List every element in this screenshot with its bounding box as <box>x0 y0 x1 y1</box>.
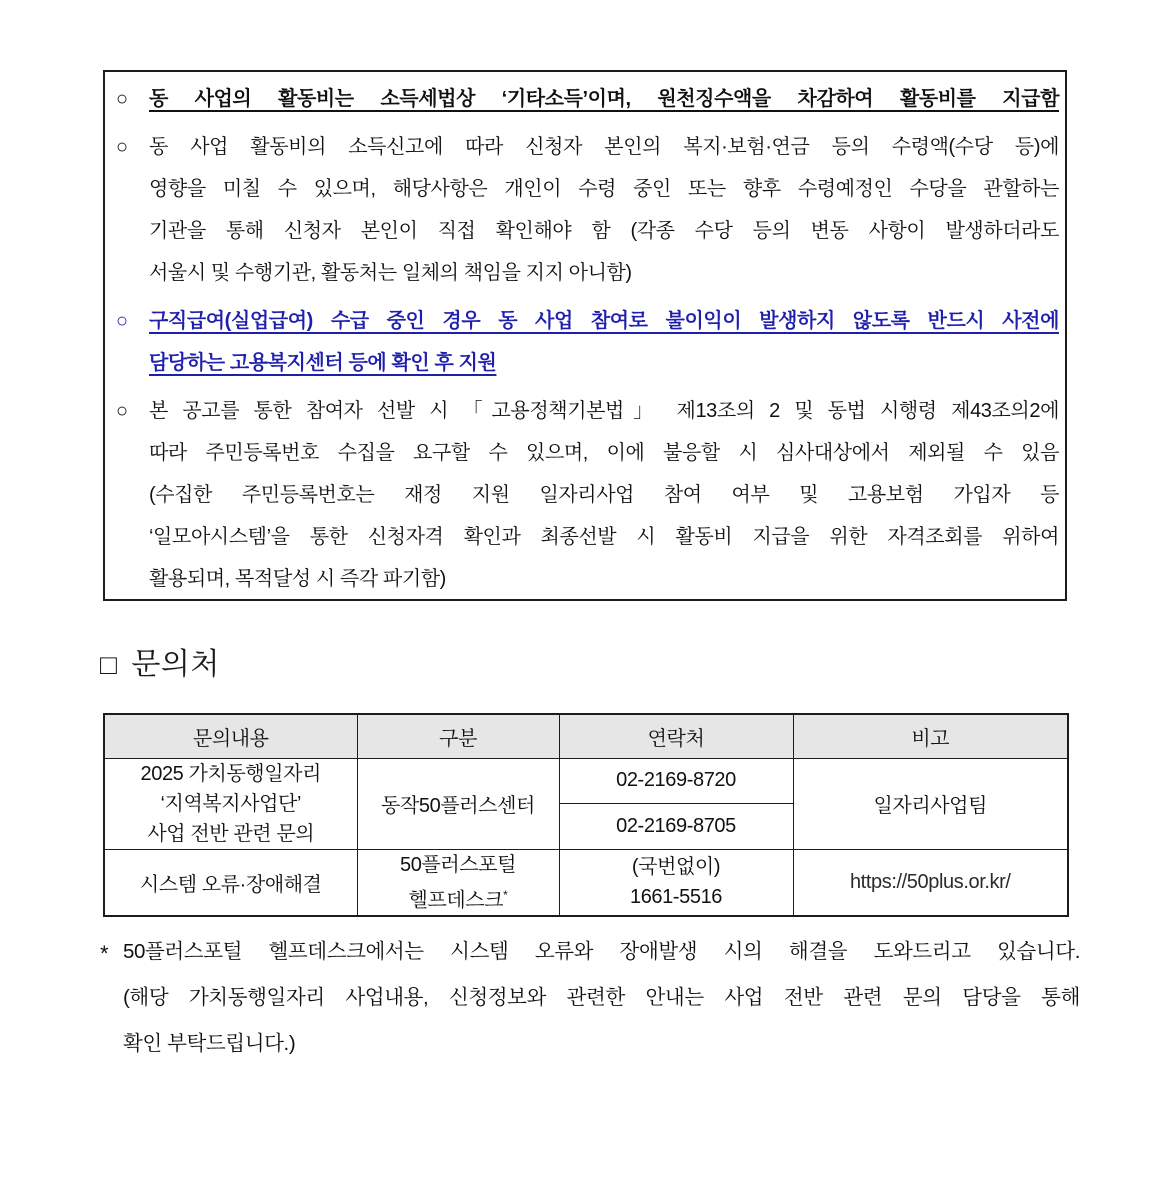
header-category: 구분 <box>357 714 559 758</box>
notice-line: 구직급여(실업급여) 수급 중인 경우 동 사업 참여로 불이익이 발생하지 않도록 반드시 사전에 <box>149 310 1059 332</box>
table-row-program <box>104 758 1068 804</box>
notice-item-income-report <box>116 126 1059 294</box>
cell-portal-url: https://50plus.or.kr/ <box>793 849 1068 916</box>
square-bullet-icon: □ <box>100 649 118 680</box>
circle-bullet-icon: ○ <box>116 310 129 332</box>
notice-line: 영향을 미칠 수 있으며, 해당사항은 개인이 수령 중인 또는 향후 수령예정인 수당을 관할하는 <box>149 178 1059 200</box>
cell-category-helpdesk <box>357 849 559 916</box>
footnote-mark: * <box>503 887 508 902</box>
cell-inquiry-system: 시스템 오류·장애해결 <box>104 849 357 916</box>
notice-line: 담당하는 고용복지센터 등에 확인 후 지원 <box>149 352 497 374</box>
cell-line: 2025 가치동행일자리 <box>140 762 321 785</box>
section-title: 문의처 <box>131 648 220 681</box>
cell-helpdesk-phone <box>559 849 793 916</box>
notice-line: 동 사업 활동비의 소득신고에 따라 신청자 본인의 복지·보험·연금 등의 수령액(수당 등)에 <box>149 136 1059 158</box>
cell-category-center: 동작50플러스센터 <box>357 758 559 849</box>
notice-line: 본 공고를 통한 참여자 선발 시 「고용정책기본법」 제13조의 2 및 동법 시행령 제43조의2에 <box>149 400 1059 422</box>
cell-inquiry-program <box>104 758 357 849</box>
cell-phone-2: 02-2169-8705 <box>559 804 793 850</box>
cell-line: 50플러스포털 <box>399 853 517 876</box>
contact-section-heading <box>100 645 220 685</box>
circle-bullet-icon: ○ <box>116 136 129 158</box>
cell-line: ‘지역복지사업단’ <box>160 792 302 815</box>
header-note: 비고 <box>793 714 1068 758</box>
cell-line: 1661-5516 <box>629 886 723 909</box>
table-header-row <box>104 714 1068 758</box>
notice-item-unemployment-benefit <box>116 300 1059 384</box>
footnote-line: (해당 가치동행일자리 사업내용, 신청정보와 관련한 안내는 사업 전반 관련 문의 담당을 통해 <box>123 986 1080 1009</box>
header-inquiry: 문의내용 <box>104 714 357 758</box>
notice-line: 활용되며, 목적달성 시 즉각 파기함) <box>149 568 446 590</box>
cell-phone-1: 02-2169-8720 <box>559 758 793 804</box>
circle-bullet-icon: ○ <box>116 88 129 110</box>
cell-line: 사업 전반 관련 문의 <box>147 822 315 845</box>
header-contact: 연락처 <box>559 714 793 758</box>
notice-line: 따라 주민등록번호 수집을 요구할 수 있으며, 이에 불응할 시 심사대상에서 제외될 수 있음 <box>149 442 1059 464</box>
notice-line: 동 사업의 활동비는 소득세법상 ‘기타소득’이며, 원천징수액을 차감하여 활동비를 지급함 <box>149 88 1059 110</box>
table-row-system <box>104 849 1068 916</box>
cell-line: 헬프데스크* <box>408 887 508 912</box>
cell-line: (국번없이) <box>631 856 721 879</box>
footnote-line: 확인 부탁드립니다.) <box>123 1032 296 1055</box>
notice-line: 서울시 및 수행기관, 활동처는 일체의 책임을 지지 아니함) <box>149 262 632 284</box>
footnote-line: 50플러스포털 헬프데스크에서는 시스템 오류와 장애발생 시의 해결을 도와드리고 있습니다. <box>123 940 1080 963</box>
contact-table <box>103 713 1069 917</box>
notice-item-tax <box>116 78 1059 120</box>
circle-bullet-icon: ○ <box>116 400 129 422</box>
cell-note-team: 일자리사업팀 <box>793 758 1068 849</box>
notice-line: (수집한 주민등록번호는 재정 지원 일자리사업 참여 여부 및 고용보험 가입자 등 <box>149 484 1059 506</box>
notice-line: ‘일모아시스템’을 통한 신청자격 확인과 최종선발 시 활동비 지급을 위한 자격조회를 위하여 <box>149 526 1059 548</box>
notice-line: 기관을 통해 신청자 본인이 직접 확인해야 함 (각종 수당 등의 변동 사항이 발생하더라도 <box>149 220 1059 242</box>
footnote <box>100 929 1080 1067</box>
notice-box <box>103 70 1067 601</box>
asterisk-marker-icon: * <box>100 941 109 966</box>
notice-item-resident-number <box>116 390 1059 600</box>
